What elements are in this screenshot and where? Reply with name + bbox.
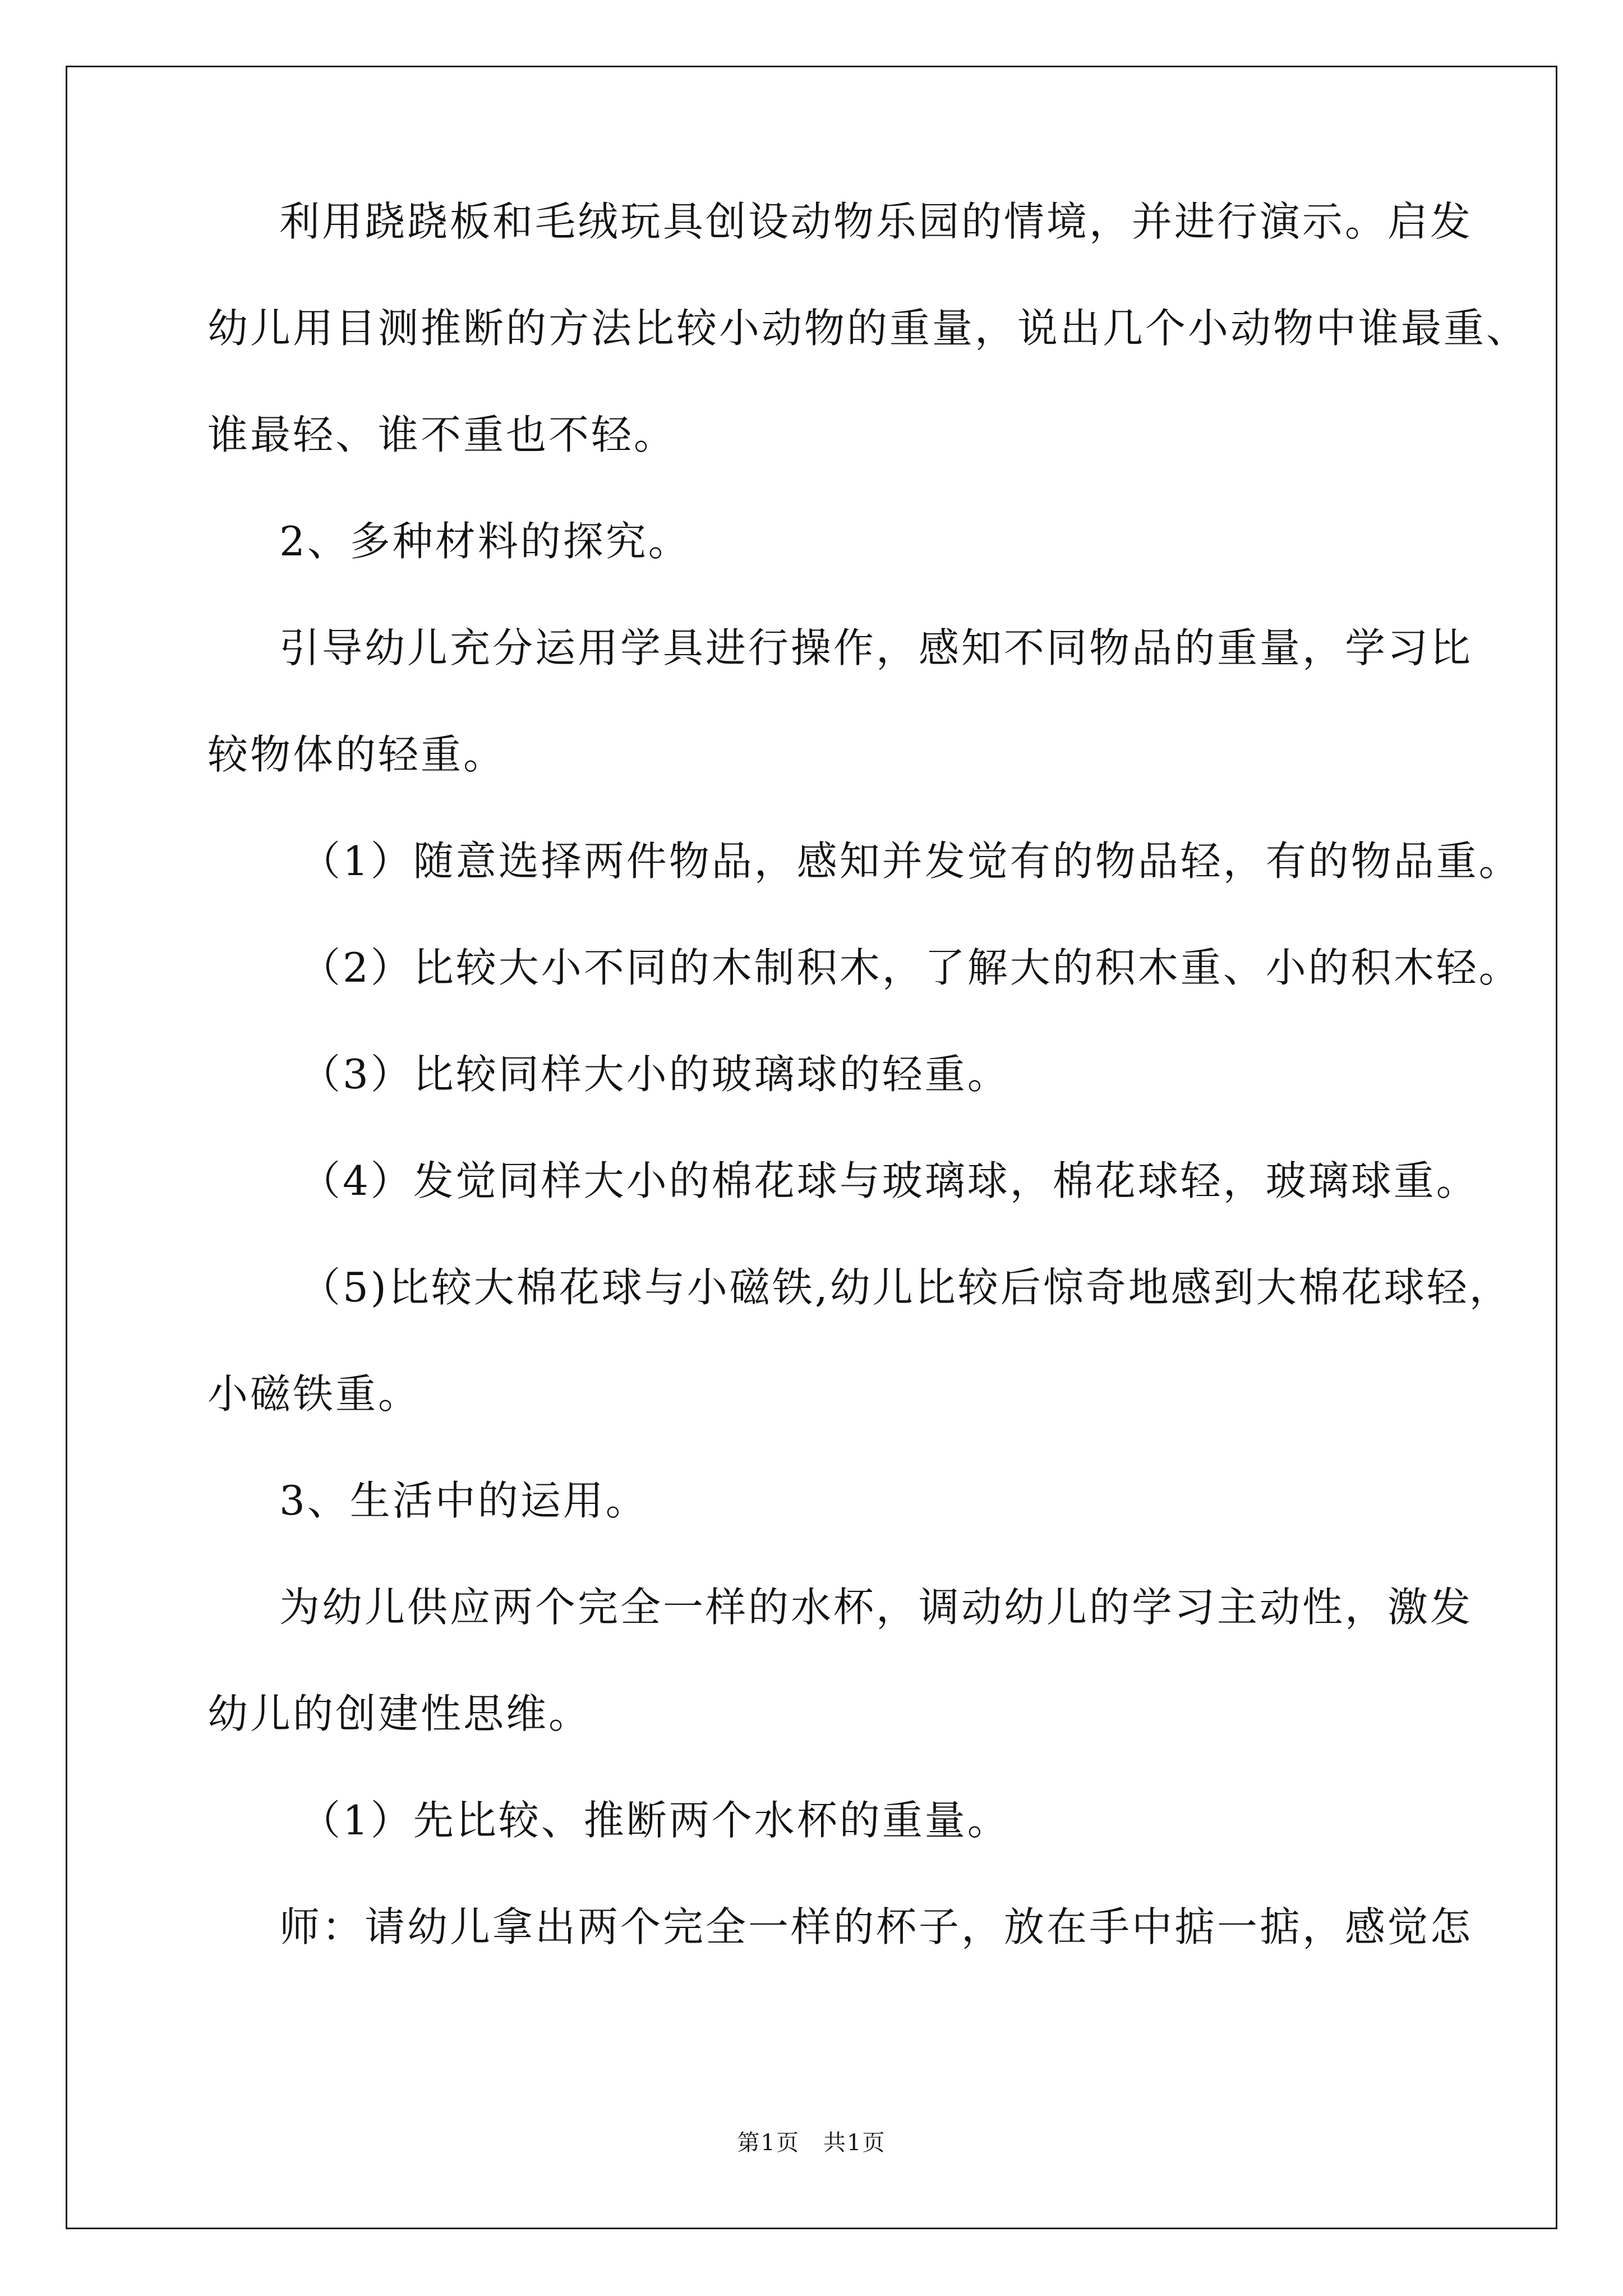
paragraph-line: 谁最轻、谁不重也不轻。: [208, 411, 677, 458]
list-item: （1）随意选择两件物品，感知并发觉有的物品轻，有的物品重。: [300, 838, 1521, 885]
section-heading: 2、多种材料的探究。: [279, 518, 691, 565]
paragraph-line: 引导幼儿充分运用学具进行操作，感知不同物品的重量，学习比: [279, 624, 1473, 671]
list-item: （5)比较大棉花球与小磁铁,幼儿比较后惊奇地感到大棉花球轻，: [300, 1264, 1512, 1311]
list-item: （3）比较同样大小的玻璃球的轻重。: [300, 1051, 1010, 1098]
paragraph-line: 师：请幼儿拿出两个完全一样的杯子，放在手中掂一掂，感觉怎: [279, 1903, 1473, 1950]
paragraph-line: 较物体的轻重。: [208, 731, 506, 778]
paragraph-line: 幼儿用目测推断的方法比较小动物的重量，说出几个小动物中谁最重、: [208, 305, 1529, 352]
section-heading: 3、生活中的运用。: [279, 1477, 648, 1524]
list-item: （4）发觉同样大小的棉花球与玻璃球，棉花球轻，玻璃球重。: [300, 1157, 1479, 1204]
paragraph-line: 幼儿的创建性思维。: [208, 1690, 592, 1737]
list-item: （1）先比较、推断两个水杯的重量。: [300, 1797, 1010, 1844]
list-item: （2）比较大小不同的木制积木，了解大的积木重、小的积木轻。: [300, 944, 1521, 991]
paragraph-line: 为幼儿供应两个完全一样的水杯，调动幼儿的学习主动性，激发: [279, 1584, 1473, 1631]
page-footer: 第1页 共1页: [737, 2130, 886, 2156]
paragraph-line: 利用跷跷板和毛绒玩具创设动物乐园的情境，并进行演示。启发: [279, 198, 1473, 245]
paragraph-line: 小磁铁重。: [208, 1370, 421, 1418]
